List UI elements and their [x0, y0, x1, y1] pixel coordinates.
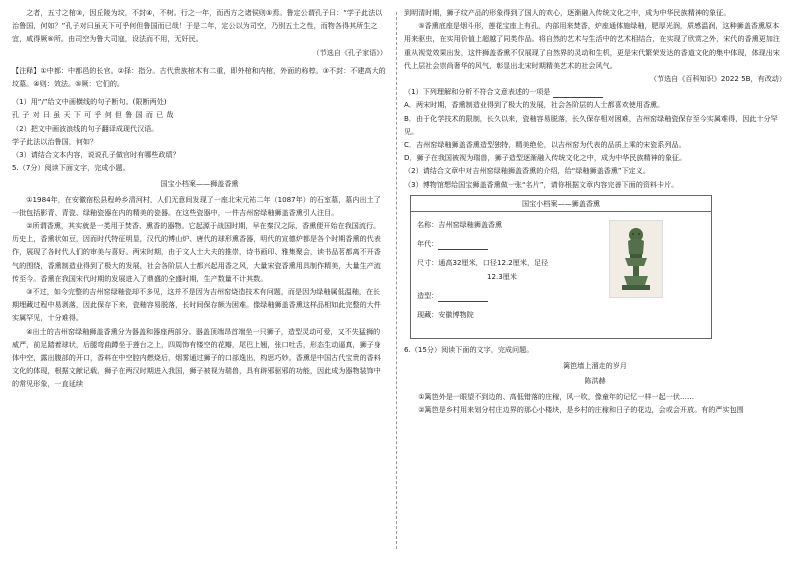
annotation: 【注释】①中都：中都邑的长官。②择：指分。古代贵族棺木有二重，即外棺和内棺，外面的称椁。③不封：不建高大的坟墓。④则：效法。⑤厥：它们的。: [12, 65, 386, 89]
article-title: 国宝小档案——狮盖香熏: [160, 179, 239, 189]
card-title: 国宝小档案——狮盖香熏: [411, 196, 711, 212]
option-a: A．两宋时期，香熏制造业得到了极大的发展，社会各阶层的人士都喜欢使用香熏。: [404, 100, 665, 110]
option-c: C．吉州窑绿釉狮盖香熏造型独特，精美绝伦，以吉州窑为代表的品质上乘的宋瓷系列品。: [404, 140, 686, 150]
essay-paragraph-2: ②篱笆是乡村用来划分村庄边界的那心小楼块，是乡村的庄稼和日子的花边，会或会开放。有的严实包围: [418, 404, 744, 414]
column-divider: [396, 12, 397, 549]
essay-title: 篱笆墙上溜走的岁月: [563, 361, 627, 371]
info-card: [410, 195, 712, 339]
section-5-heading: 5.（7分）阅读下面文字，完成小题。: [12, 163, 130, 173]
paragraph-5: ⑤香熏底座是烟斗形，莲花宝座上有孔，内部用来焚香，炉座通体施绿釉，肥厚光润，质感温润，这种狮盖香熏原本用来驱虫，在实用价值上超越了同类作品。将自然的艺术与生活中的艺术相结合，在实现了欣赏之外，宋代的香熏更加注重从视觉效果出发，这件狮盖香熏不仅展现了自然界的灵动和生机，更是宋代繁荣发达的香道文化的集中体现，体现出宋代上层社会崇尚奢华的风气，彰显出北宋时期精美艺术的社会风气。: [404, 21, 780, 70]
paragraph-4: ④出土的吉州窑绿釉狮盖香熏分为器盖和器座两部分。器盖顶端昂首端坐一只狮子，造型灵动可爱，又不失猛狮的威严，前足踏着球状，后腿弯曲蹲坐于莲台之上，四周饰有镂空的花瓣，尾巴上翘，张口吐舌，形态生动逼真，狮子身体中空，露出腹部的开口，香料在中空腔内燃烧后，烟雾通过狮子的口部逸出，构思巧妙。香熏是中国古代宝贵的香料文化的体现，根据文献记载，狮子在两汉时期进入我国，狮子被视为瑞兽，具有辟邪驱邪的功能，因此成为器物装饰中的常见形象，一直延续: [12, 326, 381, 389]
answer-blank[interactable]: [553, 89, 603, 98]
card-shape-label: 造型：: [417, 290, 439, 300]
left-column: [12, 6, 387, 555]
essay-paragraph-1: ①篱笆外是一眼望不到边的、高低错落的庄稼，风一吹，像童年的记忆一样一起一伏……: [418, 391, 695, 401]
option-d: D．狮子在我国被视为瑞兽，狮子造型逐渐融入传统文化之中，成为中华民族精神的象征。: [404, 153, 687, 163]
question-5-2: （2）请结合文章中对吉州窑绿釉狮盖香熏的介绍，给“绿釉狮盖香熏”下定义。: [404, 166, 650, 176]
passage-ending: 之者，五寸之棺③，因丘陵为坟，不封④，不树。行之一年，而西方之诸侯则⑤焉。鲁定公谓孔子曰：“学子此法以治鲁国，何如？”孔子对曰虽天下可乎何但鲁国而已哉！于是二年，定公以为司空，乃别五土之性，而物各得其所生之宜，咸得厥⑥所。由司空为鲁大司寇，设法而不用，无奸民。: [12, 8, 383, 44]
card-collection: 现藏：安徽博物院: [417, 310, 474, 320]
card-size-cont: 12.3厘米: [487, 271, 517, 281]
question-1-sentence: 孔子对曰虽天下可乎何但鲁国而已哉: [12, 110, 177, 120]
question-2-sentence: 学子此法以治鲁国，何如？: [12, 136, 98, 146]
paragraph-4-continued: 到明清时期，狮子纹产品的形象得到了国人的欢心，逐渐融入传统文化之中，成为中华民族精神的象征。: [404, 8, 731, 17]
incense-burner-icon: [610, 221, 662, 297]
right-column: [404, 6, 786, 555]
essay-author: 陈洪赫: [584, 376, 606, 386]
question-5-3: （3）博物馆想给国宝狮盖香熏做一张“名片”，请你根据文章内容完善下面的资料卡片。: [404, 179, 679, 189]
question-3: （3）请结合文本内容，说说孔子做官时有哪些政绩？: [12, 150, 180, 160]
section-6-heading: 6.（15分）阅读下面的文字，完成问题。: [404, 345, 534, 355]
paragraph-1: ①1984年，在安徽宿松县程岭乡清河村，人们无意间发现了一座北宋元祐二年（1087年）的石室墓，墓内出土了一批包括影青、青瓷、绿釉瓷器在内的精美的瓷器。在这些瓷器中，一件吉州窑绿釉狮盖香熏引人注目。: [12, 194, 381, 217]
question-2: （2）把文中画波浪线的句子翻译成现代汉语。: [12, 123, 159, 133]
card-shape-row: [417, 289, 587, 302]
question-5-1: [404, 85, 786, 98]
source-note: （节选自《孔子家语》）: [312, 47, 387, 57]
shape-blank[interactable]: [438, 293, 488, 302]
option-b: B．由于化学技术的限制，长久以来，瓷釉容易脱落，长久保存相对困难，吉州窑绿釉瓷保存至今实属难得，因此十分罕见。: [404, 113, 778, 136]
question-5-1-text: （1）下列理解和分析不符合文意表述的一项是: [404, 87, 551, 97]
card-name: 名称：吉州窑绿釉狮盖香熏: [417, 220, 503, 230]
card-era-label: 年代：: [417, 239, 439, 249]
paragraph-3: ③不过，如今完整的吉州窑绿釉瓷却不多见，这并不是因为吉州窑烧造技术有问题，而是因为绿釉属低温釉，在长期埋藏过程中易剥落，因此保存下来，瓷釉容易脱落，长时间保存颇为困难。像绿釉狮盖香熏这样品相如此完整的大件实属罕见，十分难得。: [12, 287, 381, 323]
card-era-row: [417, 237, 587, 250]
incense-burner-photo: [609, 220, 663, 298]
card-fields: [417, 218, 587, 327]
question-1: （1）用“/”给文中画横线的句子断句。(限断两处): [12, 97, 167, 107]
card-body: [411, 212, 711, 338]
paragraph-2: ②所谓香熏，其实就是一类用于焚香、熏香的器物。它起源于战国时期，早在秦汉之际，香熏便开始在我国流行。历史上，香熏状如豆，因而时代特征明显，汉代的博山炉、唐代的球形熏香器，明代的宣德炉都是各个时期香熏的代表作，展现了各时代人们的审美与喜好。两宋时期，由于文人士大夫的推崇，诗书画印、雅集聚会，读书品茗都离不开香气的围绕，香熏制造业得到了极大的发展，社会各阶层人士都兴起用香之风，大量宋瓷香熏用具制作精美，大量生产流传至今。香熏在我国宋代时期的发展进入了鼎盛的全盛时期，生产数量不计其数。: [12, 221, 381, 283]
era-blank[interactable]: [438, 241, 488, 250]
source-note-2: （节选自《百科知识》2022 5B，有改动）: [649, 74, 786, 84]
card-size: 尺寸：通高32厘米，口径12.2厘米，足径: [417, 258, 549, 268]
